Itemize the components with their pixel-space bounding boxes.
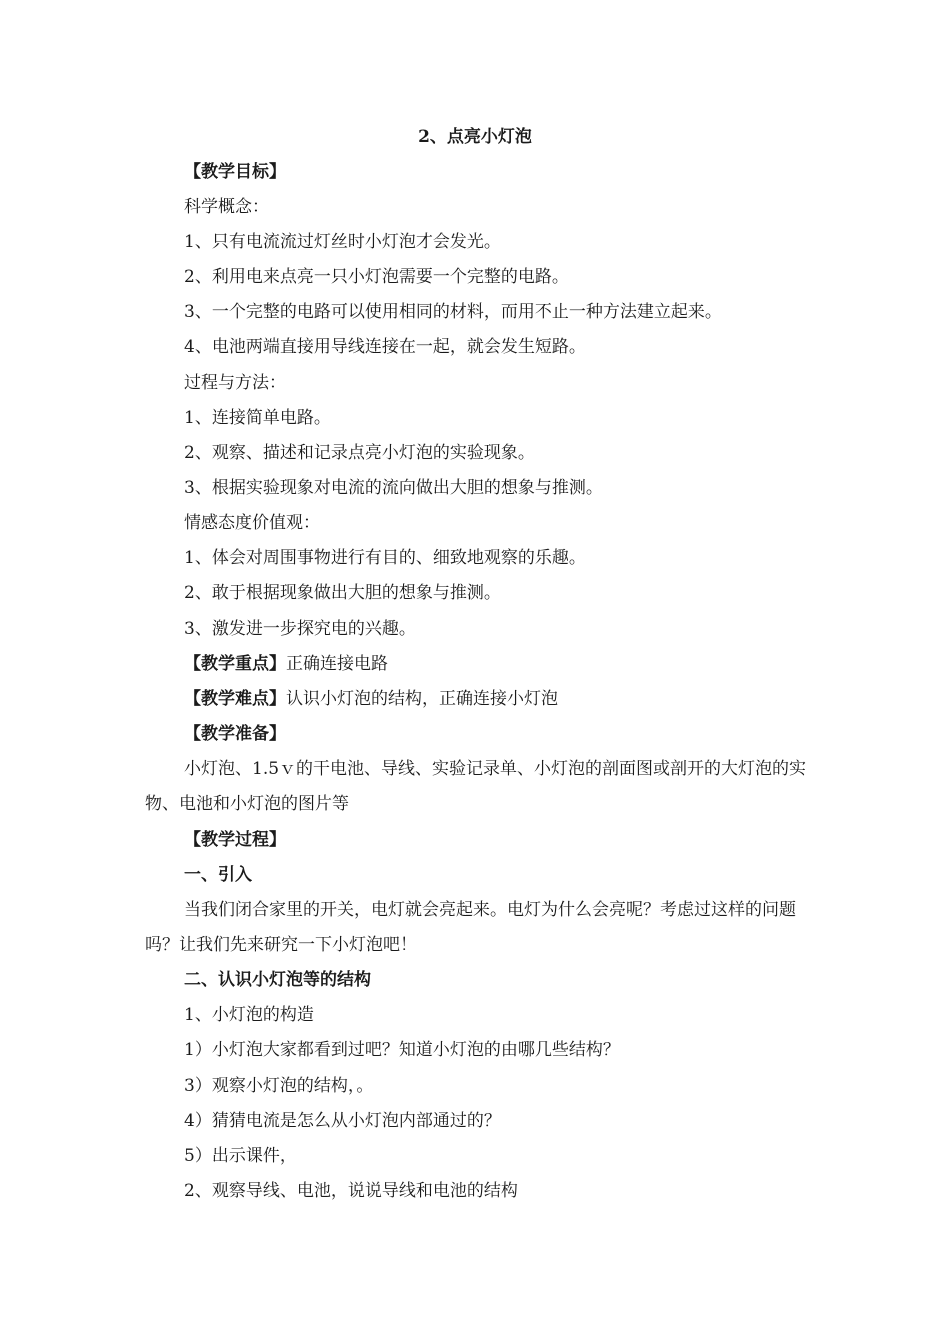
section2-item: 1）小灯泡大家都看到过吧？知道小灯泡的由哪几些结构？ [184,1040,620,1060]
attitude-item: 3、激发进一步探究电的兴趣。 [184,619,416,639]
objectives-heading: 【教学目标】 [184,162,286,182]
concepts-label: 科学概念： [184,197,269,217]
difficulty-text: 认识小灯泡的结构，正确连接小灯泡 [286,689,558,709]
key-point-heading: 【教学重点】 [184,654,286,674]
intro-heading: 一、引入 [184,865,252,885]
key-point-text: 正确连接电路 [286,654,388,674]
section2-item: 5）出示课件， [184,1146,297,1166]
section2-item: 2、观察导线、电池，说说导线和电池的结构 [184,1181,518,1201]
section2-item: 4）猜猜电流是怎么从小灯泡内部通过的？ [184,1111,501,1131]
page-title: 2、点亮小灯泡 [418,127,532,147]
section2-item: 3）观察小灯泡的结构，。 [184,1076,374,1096]
methods-label: 过程与方法： [184,373,286,393]
concept-item: 4、电池两端直接用导线连接在一起，就会发生短路。 [184,337,586,357]
concept-item: 2、利用电来点亮一只小灯泡需要一个完整的电路。 [184,267,569,287]
attitude-item: 1、体会对周围事物进行有目的、细致地观察的乐趣。 [184,548,586,568]
concept-item: 3、一个完整的电路可以使用相同的材料，而用不止一种方法建立起来。 [184,302,722,322]
difficulty-heading: 【教学难点】 [184,689,286,709]
section2-item: 1、小灯泡的构造 [184,1005,314,1025]
difficulty [184,688,558,710]
section2-heading: 二、认识小灯泡等的结构 [184,970,371,990]
method-item: 1、连接简单电路。 [184,408,331,428]
prep-heading: 【教学准备】 [184,724,286,744]
concept-item: 1、只有电流流过灯丝时小灯泡才会发光。 [184,232,501,252]
process-heading: 【教学过程】 [184,830,286,850]
key-point [184,653,388,675]
intro-paragraph: 当我们闭合家里的开关，电灯就会亮起来。电灯为什么会亮呢？考虑过这样的问题吗？让我们先来研究一下小灯泡吧！ [145,900,796,955]
prep-paragraph: 小灯泡、1.5ｖ的干电池、导线、实验记录单、小灯泡的剖面图或剖开的大灯泡的实物、电池和小灯泡的图片等 [145,759,807,814]
attitude-label: 情感态度价值观： [184,513,320,533]
method-item: 3、根据实验现象对电流的流向做出大胆的想象与推测。 [184,478,603,498]
attitude-item: 2、敢于根据现象做出大胆的想象与推测。 [184,583,501,603]
method-item: 2、观察、描述和记录点亮小灯泡的实验现象。 [184,443,535,463]
